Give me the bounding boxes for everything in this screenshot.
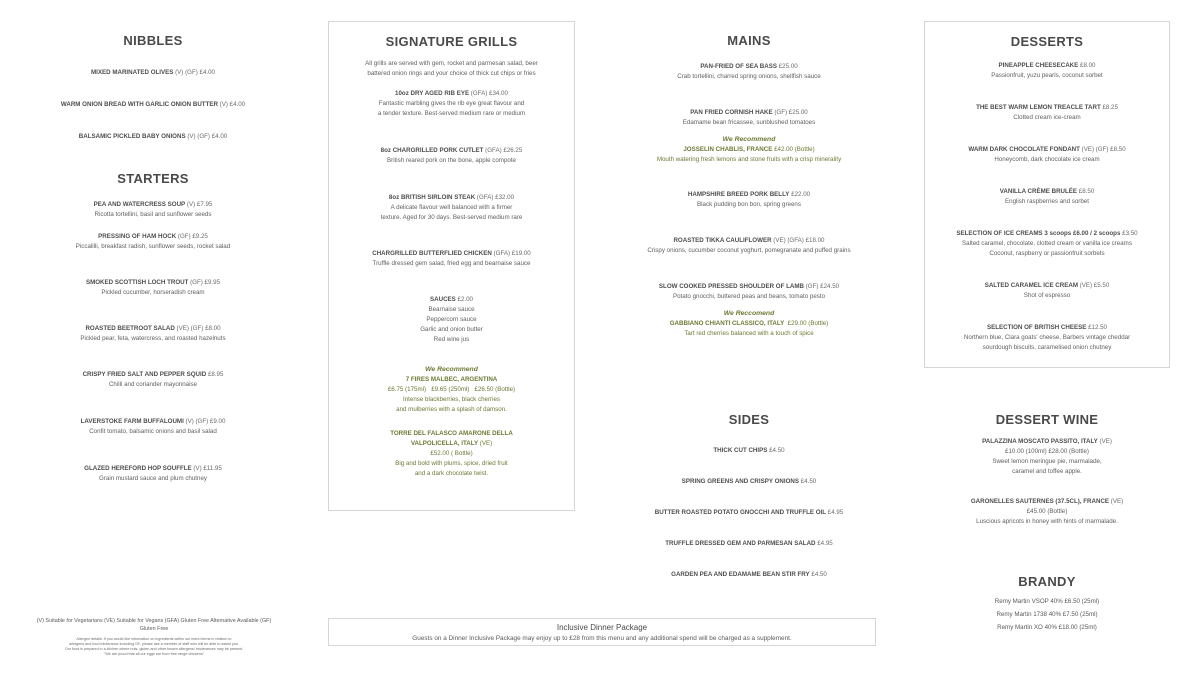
menu-item: CHARGRILLED BUTTERFLIED CHICKEN (GFA) £19.00 Truffle dressed gem salad, fried egg and bearnaise sauce xyxy=(372,250,531,267)
menu-item: 8oz BRITISH SIRLOIN STEAK (GFA) £32.00 A delicate flavour well balanced with a firmer texture. Aged for 30 days. Best-served medium rare xyxy=(380,194,523,221)
menu-item: MIXED MARINATED OLIVES (V) (GF) £4.00 xyxy=(91,69,215,76)
menu-item: SELECTION OF BRITISH CHEESE £12.50 Northern blue, Clara goats' cheese, Barbers vintage cheddar sourdough biscuits, caramelised onion chutney xyxy=(963,324,1131,351)
mains-section xyxy=(610,33,888,339)
section-title-nibbles: NIBBLES xyxy=(123,33,183,48)
menu-item: PAN FRIED CORNISH HAKE (GF) £25.00 Edamame bean fricassee, sunblushed tomatoes xyxy=(682,109,816,126)
section-title-sides: SIDES xyxy=(728,412,770,427)
menu-item: PRESSING OF HAM HOCK (GF) £9.25 Piccalilli, breakfast radish, sunflower seeds, rocket salad xyxy=(75,233,231,250)
menu-item: 8oz CHARGRILLED PORK CUTLET (GFA) £26.25 British reared pork on the bone, apple compote xyxy=(380,147,523,164)
menu-item: BUTTER ROASTED POTATO GNOCCHI AND TRUFFLE OIL £4.95 xyxy=(654,509,844,516)
menu-item: THICK CUT CHIPS £4.50 xyxy=(713,447,785,454)
package-title: Inclusive Dinner Package xyxy=(556,623,648,632)
grills-intro: All grills are served with gem, rocket and parmesan salad, beer battered onion rings and your choice of thick cut chips or fries xyxy=(365,60,538,77)
sauces-item: SAUCES £2.00 Bearnaise sauce Peppercorn sauce Garlic and onion butter Red wine jus xyxy=(420,296,483,343)
menu-item: CRISPY FRIED SALT AND PEPPER SQUID £8.95 Chilli and coriander mayonnaise xyxy=(82,371,224,388)
brandy-section xyxy=(924,574,1170,634)
recommend-title: We Recommend xyxy=(425,366,478,373)
menu-item: SLOW COOKED PRESSED SHOULDER OF LAMB (GF) £24.50 Potato gnocchi, buttered peas and beans, tomato pesto xyxy=(658,283,840,300)
menu-item: SMOKED SCOTTISH LOCH TROUT (GF) £9.95 Pickled cucumber, horseradish cream xyxy=(85,279,221,296)
menu-item: WARM ONION BREAD WITH GARLIC ONION BUTTER (V) £4.00 xyxy=(60,101,246,108)
menu-item: THE BEST WARM LEMON TREACLE TART £8.25 Clotted cream ice-cream xyxy=(976,104,1118,121)
menu-item: SALTED CARAMEL ICE CREAM (VE) £5.50 Shot of espresso xyxy=(984,282,1110,299)
section-title-brandy: BRANDY xyxy=(1018,574,1076,589)
menu-item: SELECTION OF ICE CREAMS 3 scoops £6.00 / 2 scoops £3.50 Salted caramel, chocolate, clotted cream or vanilla ice creams Coconut, raspberry or passionfruit sorbets xyxy=(956,230,1138,257)
nibbles-section xyxy=(30,33,276,143)
menu-item: ROASTED TIKKA CAULIFLOWER (VE) (GFA) £18.00 Crispy onions, cucumber coconut yoghurt, pomegranate and puffed grains xyxy=(647,237,851,254)
package-text: Guests on a Dinner Inclusive Package may enjoy up to £28 from this menu and any additional spend will be charged as a supplement. xyxy=(412,635,792,642)
menu-item: ROASTED BEETROOT SALAD (VE) (GF) £8.00 Pickled pear, feta, watercress, and roasted hazelnuts xyxy=(80,325,226,342)
allergen-notice: Allergen details: If you would like information on ingredients within our menu items in relation to allergens and food intolerance including GF, please ask a member of staff who will be able to assist you. Our food is prepared in a kitchen where nuts, gluten and other known allergens/ intolerances may be present. "We are proud that all our eggs are from free range chickens" xyxy=(64,637,244,656)
signature-grills-box xyxy=(328,21,575,511)
menu-item: GARONELLES SAUTERNES (37.5CL), FRANCE (VE) £45.00 (Bottle) Luscious apricots in honey with hints of marmalade. xyxy=(970,498,1124,525)
menu-item: WARM DARK CHOCOLATE FONDANT (VE) (GF) £8.50 Honeycomb, dark chocolate ice cream xyxy=(968,146,1126,163)
section-title-desserts: DESSERTS xyxy=(1010,34,1084,49)
inclusive-package-box xyxy=(328,618,876,646)
menu-item: PEA AND WATERCRESS SOUP (V) £7.95 Ricotta tortellini, basil and sunflower seeds xyxy=(93,201,213,218)
desserts-box xyxy=(924,21,1170,368)
wine-item: TORRE DEL FALASCO AMARONE DELLA VALPOLICELLA, ITALY (VE) £52.00 ( Bottle) Big and bold with plums, spice, dried fruit and a dark chocolate twist. xyxy=(390,430,513,477)
starters-section xyxy=(30,171,276,484)
menu-item: PINEAPPLE CHEESECAKE £8.00 Passionfruit, yuzu pearls, coconut sorbet xyxy=(991,62,1103,79)
menu-item: GLAZED HEREFORD HOP SOUFFLE (V) £11.95 Grain mustard sauce and plum chutney xyxy=(84,465,222,482)
menu-item: HAMPSHIRE BREED PORK BELLY £22.00 Black pudding bon bon, spring greens xyxy=(687,191,811,208)
brandy-item: Remy Martin VSOP 40% £6.50 (25ml) xyxy=(994,598,1100,605)
menu-item: GARDEN PEA AND EDAMAME BEAN STIR FRY £4.50 xyxy=(671,571,827,578)
section-title-starters: STARTERS xyxy=(117,171,189,186)
menu-item: PAN-FRIED OF SEA BASS £25.00 Crab tortellini, charred spring onions, shellfish sauce xyxy=(677,63,821,80)
menu-item: LAVERSTOKE FARM BUFFALOUMI (V) (GF) £9.00 Confit tomato, balsamic onions and basil salad xyxy=(80,418,226,435)
wine-item: 7 FIRES MALBEC, ARGENTINA £6.75 (175ml) £9.65 (250ml) £26.50 (Bottle) Intense blackberries, black cherries and mulberries with a splash of damson. xyxy=(387,376,516,413)
section-title-dessert-wine: DESSERT WINE xyxy=(995,412,1099,427)
brandy-item: Remy Martin 1738 40% £7.50 (25ml) xyxy=(996,611,1098,618)
dessert-wine-section xyxy=(924,412,1170,527)
section-title-grills: SIGNATURE GRILLS xyxy=(385,34,518,49)
section-title-mains: MAINS xyxy=(727,33,771,48)
wine-recommendation: We Recommend JOSSELIN CHABLIS, FRANCE £42.00 (Bottle) Mouth watering fresh lemons and stone fruits with a crisp minerality xyxy=(656,136,842,163)
menu-item: BALSAMIC PICKLED BABY ONIONS (V) (GF) £4.00 xyxy=(78,133,228,140)
menu-item: TRUFFLE DRESSED GEM AND PARMESAN SALAD £4.95 xyxy=(665,540,833,547)
menu-item: 10oz DRY AGED RIB EYE (GFA) £34.00 Fantastic marbling gives the rib eye great flavour and a tender texture. Best-served medium rare or medium xyxy=(377,90,526,117)
sides-section xyxy=(610,412,888,581)
menu-item: VANILLA CRÈME BRULÉE £8.50 English raspberries and sorbet xyxy=(999,188,1095,205)
menu-item: PALAZZINA MOSCATO PASSITO, ITALY (VE) £10.00 (100ml) £28.00 (Bottle) Sweet lemon meringue pie, marmalade, caramel and toffee apple. xyxy=(982,438,1112,475)
wine-recommendation: We Reccomend GABBIANO CHIANTI CLASSICO, ITALY £29.00 (Bottle) Tart red cherries balanced with a touch of spice xyxy=(669,310,829,337)
menu-item: SPRING GREENS AND CRISPY ONIONS £4.50 xyxy=(681,478,817,485)
dietary-legend: (V) Suitable for Vegetarians (VE) Suitable for Vegans (GFA) Gluten Free Alternative Available (GF) Gluten Free Allergen details: If you would like information on ingredients within our menu items in relation to allergens and food intolerance including GF, please ask a member of staff who will be able to assist you. Our food is prepared in a kitchen where nuts, gluten and other known allergens/ intolerances may be present. "We are proud that all our eggs are from free range chickens" xyxy=(36,618,272,656)
brandy-item: Remy Martin XO 40% £18.00 (25ml) xyxy=(997,624,1097,631)
